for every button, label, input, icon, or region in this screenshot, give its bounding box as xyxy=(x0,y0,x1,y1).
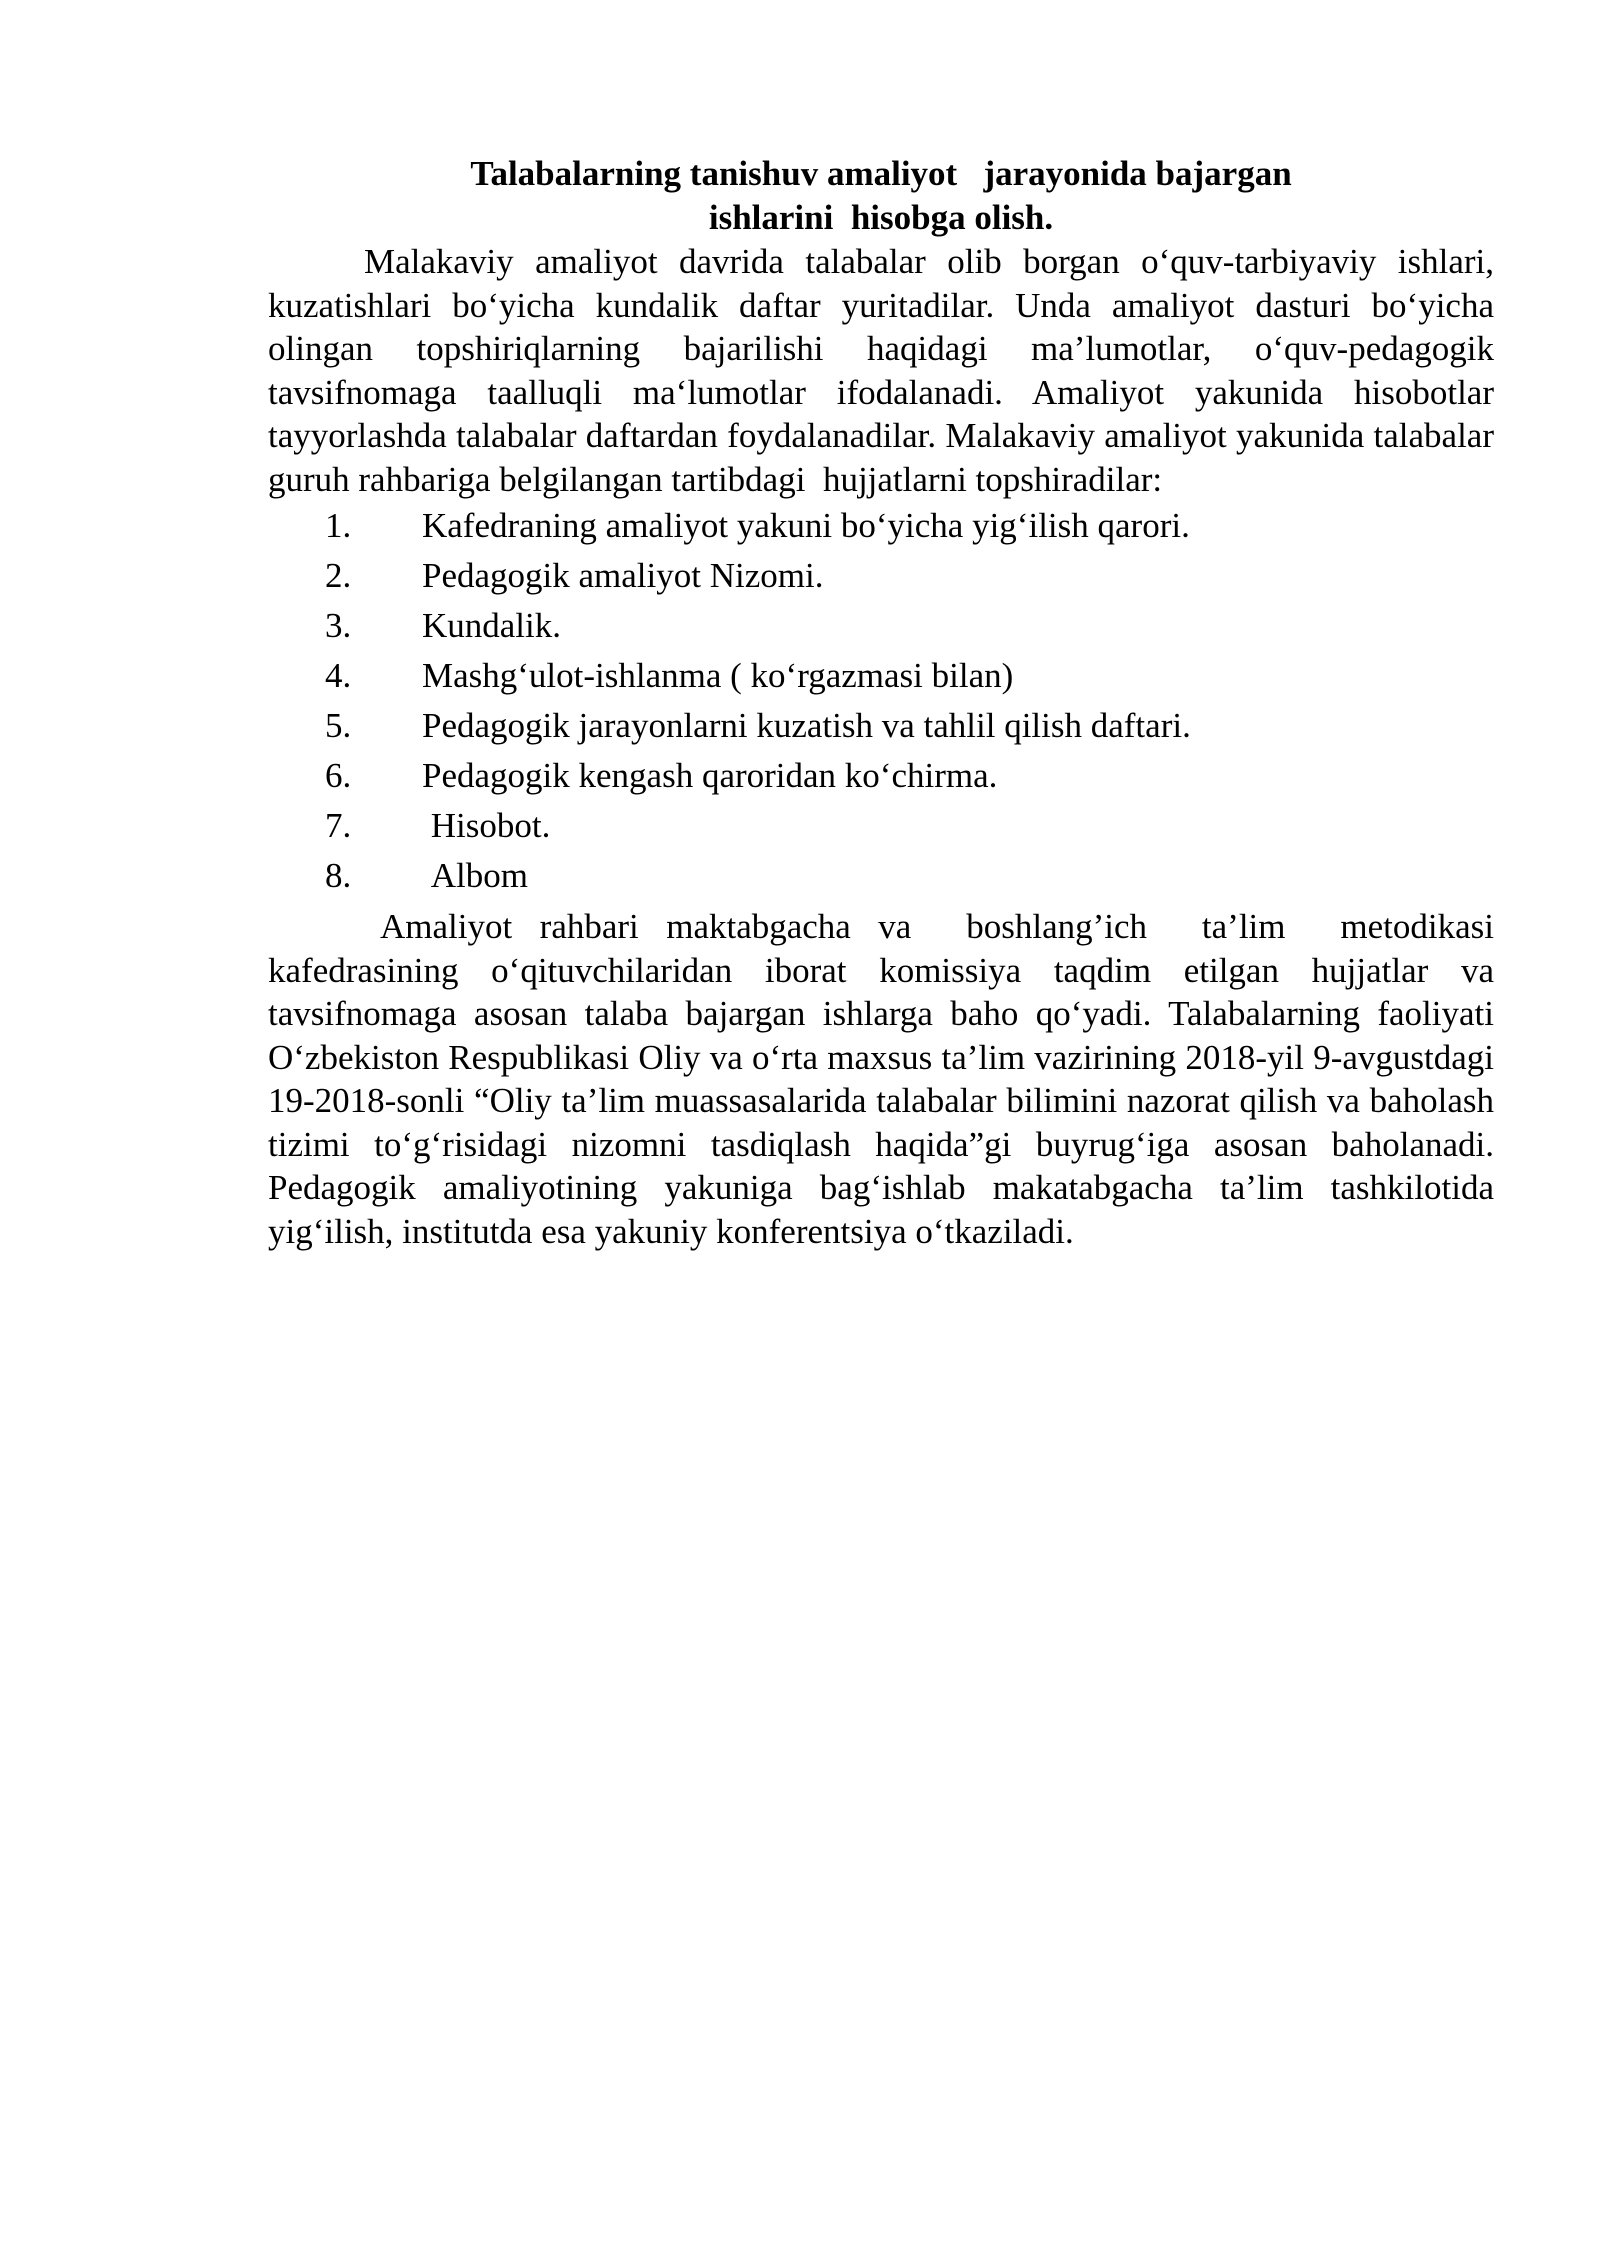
list-item xyxy=(268,501,1494,551)
list-item xyxy=(268,551,1494,601)
list-item-text: Hisobot. xyxy=(422,806,551,845)
document-page xyxy=(268,152,1512,1253)
paragraph-intro: Malakaviy amaliyot davrida talabalar olib borgan o‘quv-tarbiyaviy ishlari, kuzatishlari bo‘yicha kundalik daftar yuritadilar. Unda amaliyot dasturi bo‘yicha olingan topshiriqlarning bajarilishi haqidagi ma’lumotlar, o‘quv-pedagogik tavsifnomaga taalluqli ma‘lumotlar ifodalanadi. Amaliyot yakunida hisobotlar tayyorlashda talabalar daftardan foydalanadilar. Malakaviy amaliyot yakunida talabalar guruh rahbariga belgilangan tartibdagi hujjatlarni topshiradilar: xyxy=(268,242,1503,499)
list-item-text: Pedagogik jarayonlarni kuzatish va tahlil qilish daftari. xyxy=(422,706,1191,745)
list-item-number: 7. xyxy=(325,806,352,845)
list-item-number: 4. xyxy=(325,656,352,695)
list-item xyxy=(268,801,1494,851)
list-item xyxy=(268,651,1494,701)
list-item xyxy=(268,601,1494,651)
list-item-number: 3. xyxy=(325,606,352,645)
list-item-number: 2. xyxy=(325,556,352,595)
list-item xyxy=(268,701,1494,751)
list-item-text: Albom xyxy=(422,856,528,895)
list-item-number: 1. xyxy=(325,506,352,545)
paragraph-conclusion: Amaliyot rahbari maktabgacha va boshlang’ich ta’lim metodikasi kafedrasining o‘qituvchilaridan iborat komissiya taqdim etilgan hujjatlar va tavsifnomaga asosan talaba bajargan ishlarga baho qo‘yadi. Talabalarning faoliyati O‘zbekiston Respublikasi Oliy va o‘rta maxsus ta’lim vazirining 2018-yil 9-avgustdagi 19-2018-sonli “Oliy ta’lim muassasalarida talabalar bilimini nazorat qilish va baholash tizimi to‘g‘risidagi nizomni tasdiqlash haqida”gi buyrug‘iga asosan baholanadi. Pedagogik amaliyotining yakuniga bag‘ishlab makatabgacha ta’lim tashkilotida yig‘ilish, institutda esa yakuniy konferentsiya o‘tkaziladi. xyxy=(268,907,1512,1251)
list-item-text: Pedagogik amaliyot Nizomi. xyxy=(422,556,824,595)
title-line-2: ishlarini hisobga olish. xyxy=(708,198,1054,237)
list-item-text: Kundalik. xyxy=(422,606,562,645)
documents-list xyxy=(268,501,1494,901)
list-item-number: 8. xyxy=(325,856,352,895)
list-item-number: 5. xyxy=(325,706,352,745)
list-item-text: Mashg‘ulot-ishlanma ( ko‘rgazmasi bilan) xyxy=(422,656,1014,695)
list-item-number: 6. xyxy=(325,756,352,795)
list-item xyxy=(268,751,1494,801)
title-line-1: Talabalarning tanishuv amaliyot jarayonida bajargan xyxy=(470,154,1292,193)
list-item xyxy=(268,851,1494,901)
list-item-text: Pedagogik kengash qaroridan ko‘chirma. xyxy=(422,756,998,795)
list-item-text: Kafedraning amaliyot yakuni bo‘yicha yig‘ilish qarori. xyxy=(422,506,1190,545)
document-title xyxy=(268,152,1494,240)
